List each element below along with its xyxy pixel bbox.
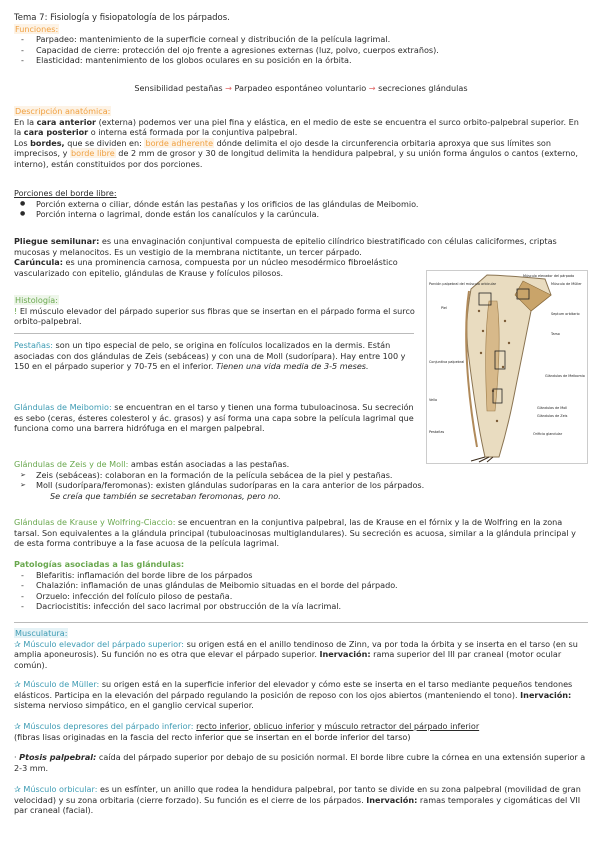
descripcion-section [14, 106, 588, 170]
ptosis-section: · Ptosis palpebral: caída del párpado superior por debajo de su posición normal. El borde libre cubre la córnea en una extensión superior a 2-3 mm. [14, 752, 586, 773]
list-item: - Chalazión: inflamación de unas glándulas de Meibomio situadas en el borde del párpado. [14, 580, 588, 591]
label-vello: Vello [429, 398, 438, 402]
list-item: ● Porción externa o ciliar, dónde están las pestañas y los orificios de las glándulas de Meibomio. [14, 199, 588, 210]
pliegue-section: Pliegue semilunar: es una envaginación conjuntival compuesta de epitelio cilíndrico biestratificado con células caliciformes, criptas mucosas y melanocitos. Es un vestigio de la membrana nictitante, un tercer párpado. Carúncula: es una prominencia carnosa, compuesta por un núcleo mesodérmico fibroelástico vascularizado con epitelio, glándulas de Krause y folículos pilosos. [14, 236, 557, 278]
patologias-section [14, 559, 588, 612]
patologias-heading: Patologías asociadas a las glándulas: [14, 559, 185, 569]
orbicular-section: ✰ Músculo orbicular: es un esfínter, un anillo que rodea la hendidura palpebral, por tanto se divide en su zona palpebral (movilidad de gran velocidad) y su zona orbitaria (cierre forzado). Su función es el cierre de los párpados. Inervación: ramas temporales y cigomáticas del VII par craneal (facial). [14, 784, 581, 816]
doc-title: Tema 7: Fisiología y fisiopatología de los párpados. [14, 13, 230, 23]
histologia-section: Histología: ! El músculo elevador del párpado superior sus fibras que se insertan en el párpado forma el surco orbito-palpebral. [14, 295, 415, 327]
label-elevador: Músculo elevador del párpado [523, 274, 575, 278]
label-septum: Septum orbitario [551, 312, 580, 316]
funciones-flow [14, 83, 588, 94]
divider [14, 333, 414, 334]
musculatura-section: Musculatura: ✰ Músculo elevador del párpado superior: su origen está en el anillo tendinoso de Zinn, va por toda la órbita y se inserta en el tarso (en su amplia aponeurosis). Su función no es otra que elevar el párpado superior. Inervación: rama superior del III par craneal (motor ocular común). [14, 628, 578, 670]
list-item: - Elasticidad: mantenimiento de los globos oculares en su posición en la órbita. [14, 55, 588, 66]
list-item: - Orzuelo: infección del folículo piloso de pestaña. [14, 591, 588, 602]
label-zeis: Glándulas de Zeis [537, 414, 568, 418]
doc-title-block [14, 13, 588, 66]
histologia-heading: Histología: [15, 295, 58, 305]
zeis-list [14, 470, 588, 491]
meibomio-section: Glándulas de Meibomio: se encuentran en el tarso y tienen una forma tubuloacinosa. Su secreción es sebo (ceras, ésteres colesterol y ác. grasos) y así forma una capa sobre la película lagrimal que funciona como una barrera hidrófuga en el margen palpebral. [14, 402, 414, 434]
label-meibomio: Glándulas de Meibomio [545, 374, 585, 378]
list-item: - Dacriocistitis: infección del saco lacrimal por obstrucción de la vía lacrimal. [14, 601, 588, 612]
descripcion-p2: Los bordes, que se dividen en: borde adherente dónde delimita el ojo desde la circunferencia orbitaria aproxya que sus límites son imprecisos, y borde libre de 2 mm de grosor y 30 de longitud delimita la hendidura palpebral, y su unión forma ángulos o cantos (externo, interno), están constituidos por dos porciones. [14, 137, 578, 169]
list-item: - Capacidad de cierre: protección del ojo frente a agresiones externas (luz, polvo, cuerpos extraños). [14, 45, 588, 56]
funciones-heading: Funciones: [15, 23, 59, 34]
porciones-list [14, 199, 588, 220]
list-item: ➢ Zeis (sebáceas): colaboran en la formación de la película sebácea de la piel y pestañas. [14, 470, 588, 481]
porciones-section [14, 188, 588, 220]
muller-section: ✰ Músculo de Müller: su origen está en la superficie inferior del elevador y cómo este se inserta en el tarso mediante pequeños tendones elásticos. Participa en la elevación del párpado regulando la posición de reposo con los ojos abiertos (manteniendo el tono). Inervación: sistema nervioso simpático, en el ganglio cervical superior. [14, 679, 573, 711]
label-palpebral: Porción palpebral del músculo orbicular [429, 282, 497, 286]
arrow-icon: → [225, 83, 232, 93]
eyelid-diagram [426, 270, 588, 464]
musculatura-heading: Musculatura: [15, 628, 68, 638]
divider [14, 622, 588, 623]
arrow-icon: → [368, 83, 376, 93]
depresores-section: ✰ Músculos depresores del párpado inferior: recto inferior, oblicuo inferior y músculo retractor del párpado inferior (fibras lisas originadas en la fascia del recto inferior que se insertan en el borde inferior del tarso) [14, 721, 480, 742]
descripcion-p1: En la cara anterior (externa) podemos ver una piel fina y elástica, en el medio de este se encuentra el surco orbito-palpebral superior. En la cara posterior o interna está formada por la conjuntiva palpebral. [14, 116, 579, 138]
label-piel: Piel [441, 306, 447, 310]
label-pestanas: Pestañas [429, 430, 445, 434]
descripcion-heading: Descripción anatómica: [15, 106, 111, 116]
eyelid-cross-section-illustration [427, 271, 587, 463]
label-orificio: Orificio glandular [533, 432, 563, 436]
flow-step: Sensibilidad pestañas [134, 83, 223, 93]
funciones-list [14, 34, 588, 66]
list-item: ● Porción interna o lagrimal, donde están los canalículos y la carúncula. [14, 209, 588, 220]
list-item: - Parpadeo: mantenimiento de la superficie corneal y distribución de la película lagrimal. [14, 34, 588, 45]
label-conjuntiva: Conjuntiva palpebral [429, 360, 465, 364]
label-tarso: Tarso [551, 332, 560, 336]
pestanas-section: Pestañas: son un tipo especial de pelo, se origina en folículos localizados en la dermis. Están asociadas con dos glándulas de Zeis (sebáceas) y con una de Moll (sudorípara). Hay entre 100 y 150 en el párpado superior y 70-75 en el inferior. Tienen una vida media de 3-5 meses. [14, 340, 406, 372]
label-moll: Glándulas de Moll [537, 406, 568, 410]
flow-step: secreciones glándulas [378, 83, 468, 93]
list-item: - Blefaritis: inflamación del borde libre de los párpados [14, 570, 588, 581]
label-muller: Músculo de Müller [551, 282, 582, 286]
flow-step: Parpadeo espontáneo voluntario [234, 83, 367, 93]
zeis-section: Glándulas de Zeis y de Moll: ambas están asociadas a las pestañas. ➢ Zeis (sebáceas): colaboran en la formación de la película sebácea de la piel y pestañas. ➢ Moll (sudorípara/feromonas): existen glándulas sudoríparas en la cara anterior de los párpados. Se creía que también se secretaban feromonas, pero no. [14, 459, 588, 501]
patologias-list [14, 570, 588, 612]
list-item: ➢ Moll (sudorípara/feromonas): existen glándulas sudoríparas en la cara anterior de los párpados. [14, 480, 588, 491]
krause-section: Glándulas de Krause y Wolfring-Ciaccio: se encuentran en la conjuntiva palpebral, las de Krause en el fórnix y la de Wolfring en la zona tarsal. Son equivalentes a la glándula principal (tubuloacinosas multiglandulares). Su secreción es acuosa, similar a la glándula principal y de esta forma contribuye a la fase acuosa de la película lagrimal. [14, 517, 576, 549]
porciones-heading: Porciones del borde libre: [14, 188, 117, 198]
